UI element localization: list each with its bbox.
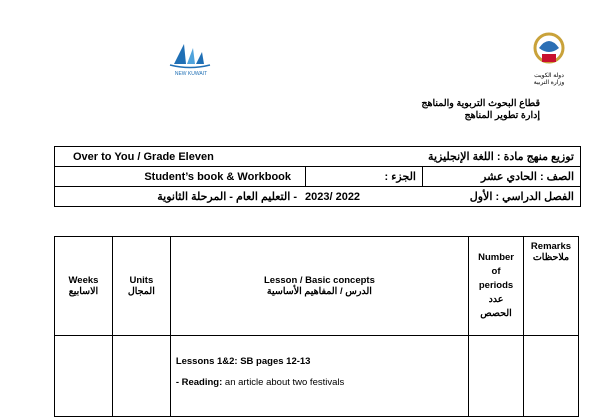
table-header-row (55, 237, 579, 336)
remarks-header (524, 237, 579, 336)
remarks-header-ar: ملاحظات (532, 252, 570, 263)
reading-text: an article about two festivals (222, 377, 345, 388)
periods-header-2: of (491, 266, 501, 277)
curriculum-table (54, 236, 579, 417)
periods-header (469, 237, 524, 336)
weeks-header (55, 237, 113, 336)
info-row-3 (55, 187, 580, 206)
reading-label: - Reading: (175, 377, 223, 388)
periods-header-1: Number (478, 252, 514, 263)
emblem-caption-1: دولة الكويت (534, 73, 564, 79)
logo-caption: NEW KUWAIT (174, 71, 208, 77)
info-box (54, 146, 581, 207)
weeks-header-en: Weeks (68, 275, 99, 286)
periods-header-3: periods (478, 280, 514, 291)
part-label: الجزء : (305, 167, 422, 186)
grade-arabic: الصف : الحادي عشر (422, 167, 580, 186)
reading-line (176, 377, 468, 388)
periods-header-4: عدد (488, 294, 504, 305)
lesson-header-en: Lesson / Basic concepts (264, 275, 375, 286)
weeks-cell (55, 336, 113, 417)
units-header-en: Units (129, 275, 154, 286)
book-title: Student’s book & Workbook (144, 170, 291, 183)
kuwait-emblem (518, 30, 580, 88)
subject-arabic: توزيع منهج مادة : اللغة الإنجليزية (428, 151, 574, 163)
periods-cell (469, 336, 524, 417)
lesson-header (170, 237, 468, 336)
units-header (112, 237, 170, 336)
units-header-ar: المجال (127, 286, 155, 297)
remarks-header-en: Remarks (530, 241, 572, 252)
remarks-cell (524, 336, 579, 417)
emblem-caption-2: وزارة التربية (533, 80, 565, 86)
stage-arabic: - التعليم العام - المرحلة الثانوية (157, 191, 297, 203)
office-line-1: قطاع البحوث التربوية والمناهج (421, 98, 540, 109)
lesson-header-ar: الدرس / المفاهيم الأساسية (266, 286, 372, 297)
office-line-2: إدارة تطوير المناهج (464, 110, 540, 121)
units-cell (112, 336, 170, 417)
semester-arabic: الفصل الدراسي : الأول (469, 191, 574, 203)
periods-header-5: الحصص (480, 308, 512, 319)
lesson-title: Lessons 1&2: SB pages 12-13 (175, 356, 311, 367)
table-row (55, 336, 579, 417)
academic-year: 2023/ 2022 (305, 190, 361, 203)
new-kuwait-logo (160, 38, 222, 80)
info-row-1 (55, 147, 580, 167)
course-title: Over to You / Grade Eleven (73, 150, 214, 163)
office-heading (421, 98, 540, 122)
info-row-2 (55, 167, 580, 187)
lesson-cell (170, 336, 468, 417)
weeks-header-ar: الاسابيع (68, 286, 99, 297)
